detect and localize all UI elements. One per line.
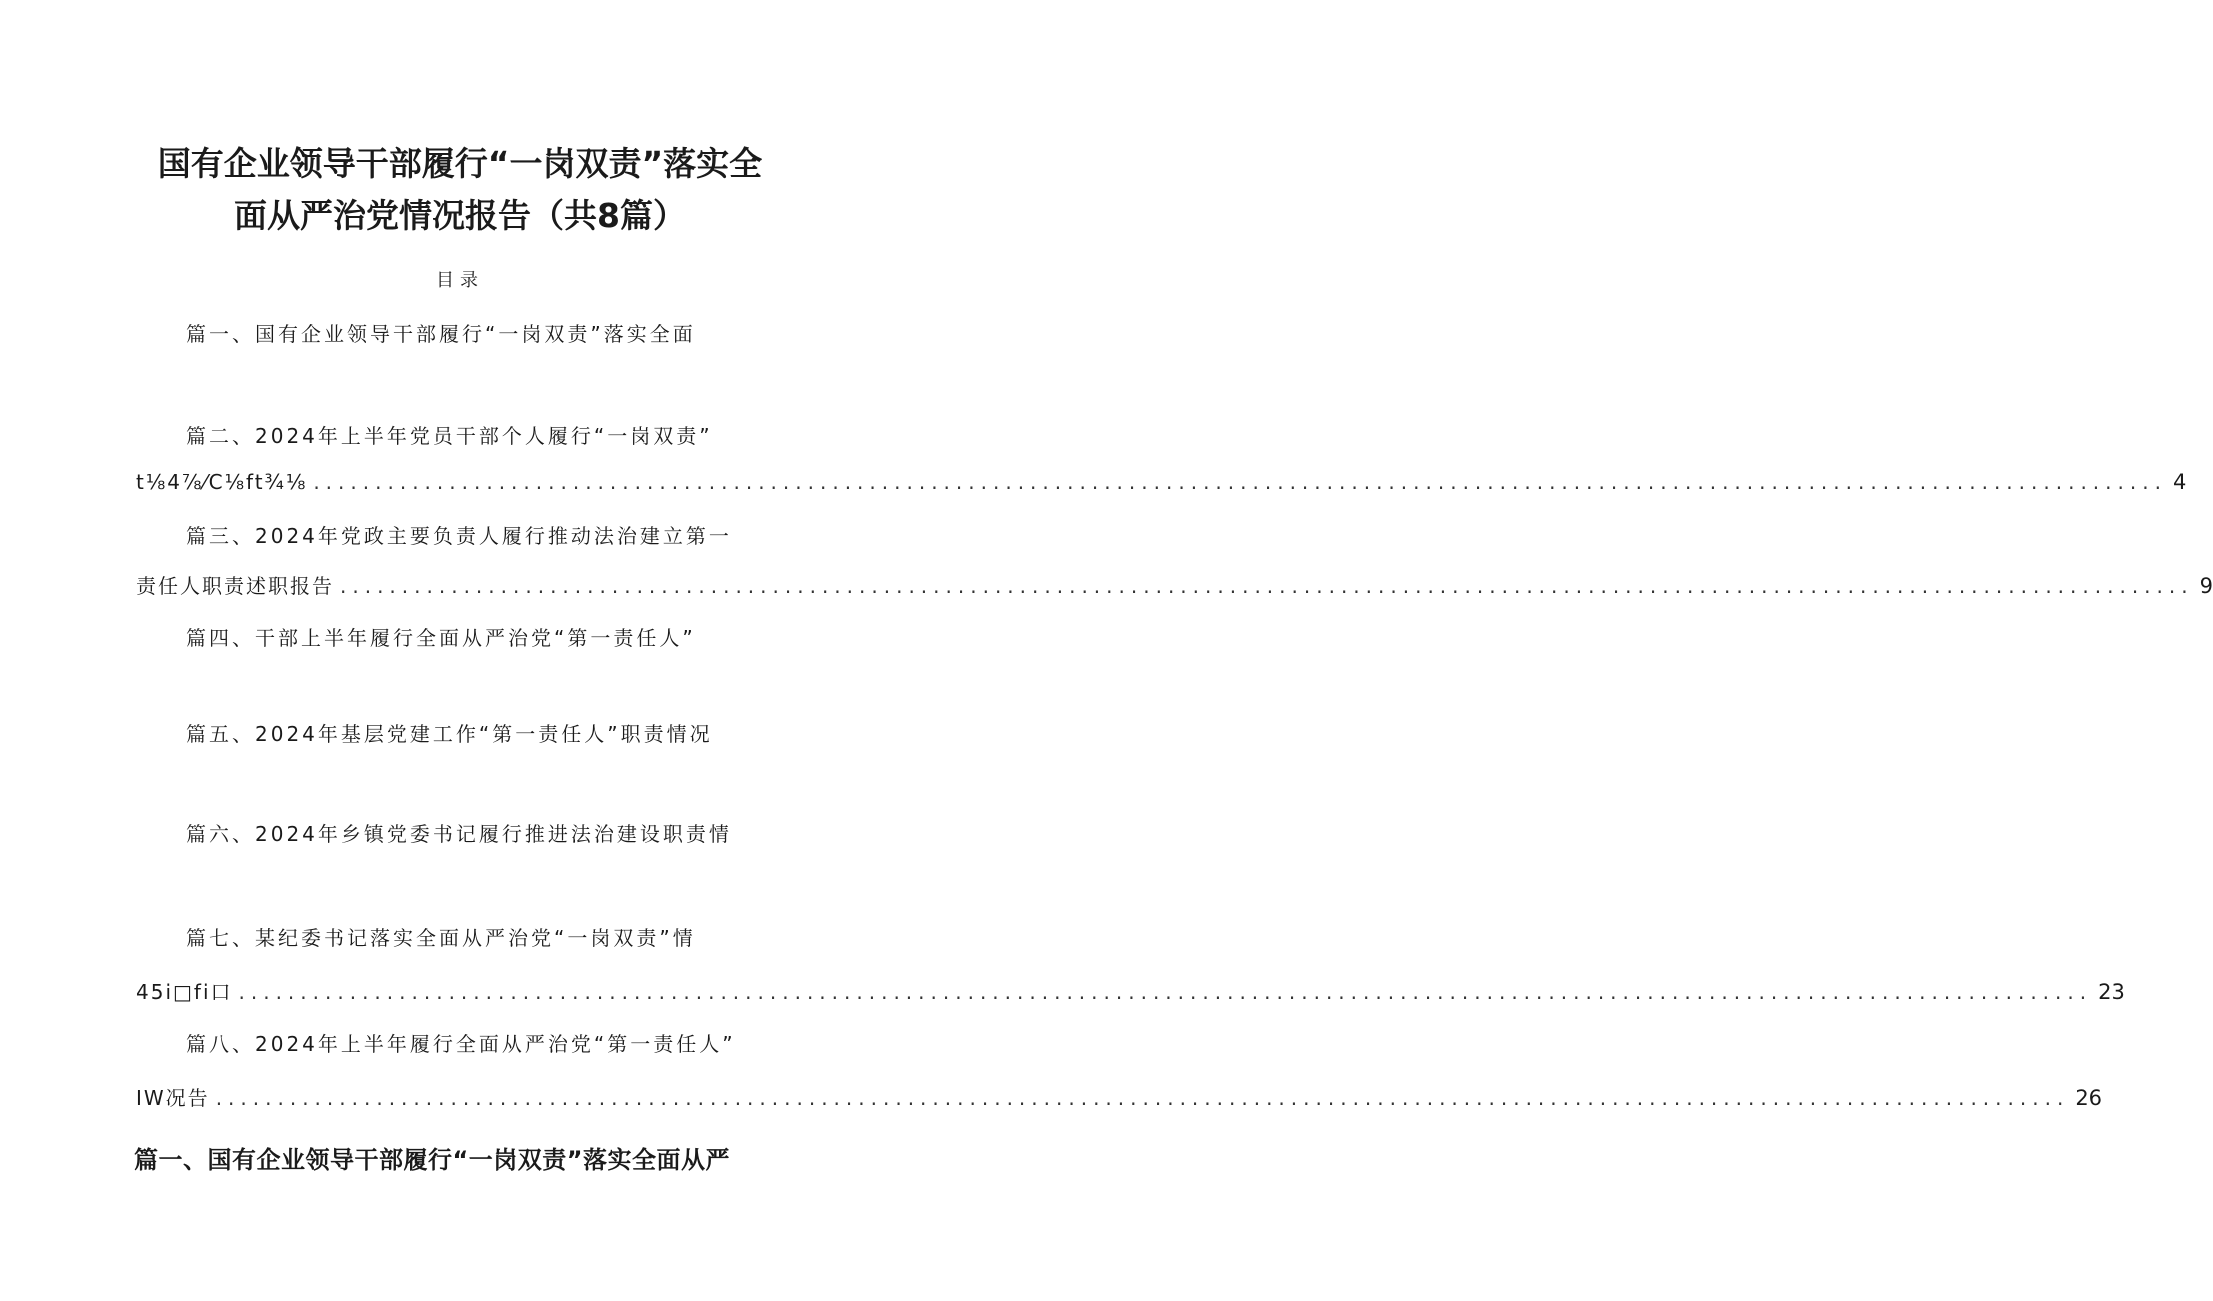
toc-entry-5[interactable]: 篇五、2024年基层党建工作“第一责任人”职责情况: [186, 722, 713, 746]
toc-entry-3-page: 9: [2199, 574, 2213, 598]
title-line-1: 国有企业领导干部履行“一岗双责”落实全: [157, 144, 763, 183]
document-title: [60, 138, 860, 242]
toc-entry-8-line2: IW况告: [136, 1086, 210, 1110]
toc-entry-4[interactable]: 篇四、干部上半年履行全面从严治党“第一责任人”: [186, 626, 696, 650]
dot-leader: ......................................................................................................................................................: [238, 980, 2093, 1004]
toc-entry-2-page: 4: [2172, 470, 2187, 494]
toc-entry-1[interactable]: 篇一、国有企业领导干部履行“一岗双责”落实全面: [186, 322, 696, 346]
toc-entry-3-leader[interactable]: [136, 570, 2213, 599]
dot-leader: ......................................................................................................................................................: [313, 470, 2167, 494]
toc-entry-3-line2: 责任人职责述职报告: [136, 574, 334, 598]
title-line-2: 面从严治党情况报告（共8篇）: [234, 196, 686, 235]
dot-leader: ......................................................................................................................................................: [340, 574, 2194, 598]
section-heading: 篇一、国有企业领导干部履行“一岗双责”落实全面从严: [134, 1146, 731, 1174]
toc-heading: 目录: [436, 270, 484, 291]
toc-entry-8-leader[interactable]: [136, 1082, 2103, 1111]
toc-entry-2-leader[interactable]: [136, 470, 2187, 494]
toc-entry-8[interactable]: 篇八、2024年上半年履行全面从严治党“第一责任人”: [186, 1032, 736, 1056]
dot-leader: ......................................................................................................................................................: [215, 1086, 2070, 1110]
toc-entry-8-page: 26: [2075, 1086, 2103, 1110]
toc-entry-7-line2: 45i□fi口: [136, 980, 233, 1004]
toc-entry-7-leader[interactable]: [136, 976, 2125, 1005]
toc-entry-7-page: 23: [2098, 980, 2125, 1004]
toc-entry-6[interactable]: 篇六、2024年乡镇党委书记履行推进法治建设职责情: [186, 822, 732, 846]
toc-entry-3[interactable]: 篇三、2024年党政主要负责人履行推动法治建立第一: [186, 524, 732, 548]
toc-entry-7[interactable]: 篇七、某纪委书记落实全面从严治党“一岗双责”情: [186, 926, 696, 950]
toc-entry-2-line2: t⅛4⅞⁄C⅛ft¾⅛: [136, 470, 308, 494]
toc-entry-2[interactable]: 篇二、2024年上半年党员干部个人履行“一岗双责”: [186, 424, 713, 448]
